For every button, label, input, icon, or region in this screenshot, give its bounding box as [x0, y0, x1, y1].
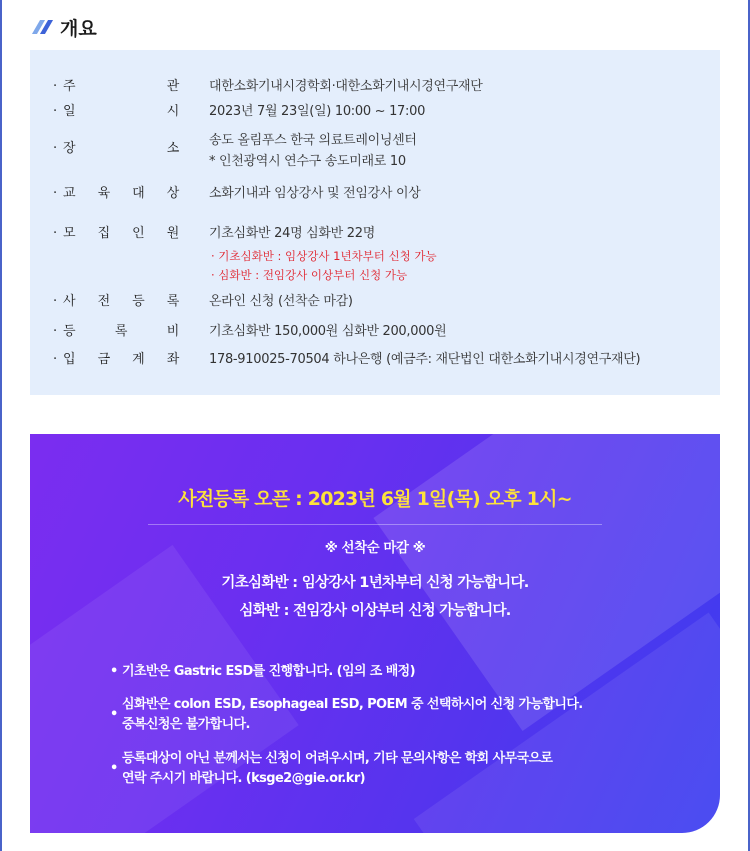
- section-title: 개요: [60, 17, 97, 40]
- info-label: · 사 전 등 록: [53, 294, 179, 309]
- info-value: 기초심화반 24명 심화반 22명: [209, 226, 375, 241]
- promo-line-advanced: 심화반 : 전임강사 이상부터 신청 가능합니다.: [239, 603, 511, 619]
- info-label: · 입 금 계 좌: [53, 352, 179, 367]
- info-label: · 교 육 대 상: [53, 186, 179, 201]
- section-heading: [30, 12, 97, 42]
- promo-title: 사전등록 오픈 : 2023년 6월 1일(목) 오후 1시~: [178, 488, 572, 510]
- first-come-notice: ※ 선착순 마감 ※: [324, 540, 426, 556]
- note-line: 등록대상이 아닌 분께서는 신청이 어려우시며, 기타 문의사항은 학회 사무국으로: [122, 751, 553, 766]
- note-line: 연락 주시기 바랍니다. (ksge2@gie.or.kr): [122, 771, 365, 786]
- info-value: 2023년 7월 23일(일) 10:00 ~ 17:00: [209, 104, 426, 119]
- promo-note: [110, 695, 682, 735]
- left-border: [0, 0, 2, 851]
- capacity-note-basic: · 기초심화반 : 임상강사 1년차부터 신청 가능: [211, 249, 437, 263]
- note-line: 심화반은 colon ESD, Esophageal ESD, POEM 중 선택하시어 신청 가능합니다.: [122, 697, 583, 712]
- bullet-icon: •: [110, 761, 118, 776]
- info-value: 온라인 신청 (선착순 마감): [209, 294, 353, 309]
- overview-info-box: [30, 50, 720, 395]
- divider: [148, 524, 602, 525]
- info-label: · 모 집 인 원: [53, 226, 179, 241]
- double-slash-icon: [30, 20, 54, 34]
- info-value-address: * 인천광역시 연수구 송도미래로 10: [209, 154, 406, 169]
- bullet-icon: •: [110, 664, 118, 679]
- info-label: · 등 록 비: [53, 324, 179, 339]
- promo-note: [110, 749, 682, 789]
- info-value: 기초심화반 150,000원 심화반 200,000원: [209, 324, 447, 339]
- info-label: · 장 소: [53, 141, 179, 156]
- bullet-icon: •: [110, 707, 118, 722]
- registration-promo-banner: [30, 434, 720, 833]
- note-line: 기초반은 Gastric ESD를 진행합니다. (임의 조 배정): [122, 664, 415, 679]
- capacity-note-advanced: · 심화반 : 전임강사 이상부터 신청 가능: [211, 268, 408, 282]
- promo-line-basic: 기초심화반 : 임상강사 1년차부터 신청 가능합니다.: [221, 575, 529, 591]
- info-value: 대한소화기내시경학회·대한소화기내시경연구재단: [209, 79, 483, 94]
- info-value: 송도 올림푸스 한국 의료트레이닝센터: [209, 133, 417, 148]
- info-value: 178-910025-70504 하나은행 (예금주: 재단법인 대한소화기내시경연구재단): [209, 352, 641, 367]
- note-line: 중복신청은 불가합니다.: [122, 717, 250, 732]
- info-label: · 주 관: [53, 79, 179, 94]
- info-label: · 일 시: [53, 104, 179, 119]
- info-value: 소화기내과 임상강사 및 전임강사 이상: [209, 186, 421, 201]
- promo-note: [110, 662, 682, 682]
